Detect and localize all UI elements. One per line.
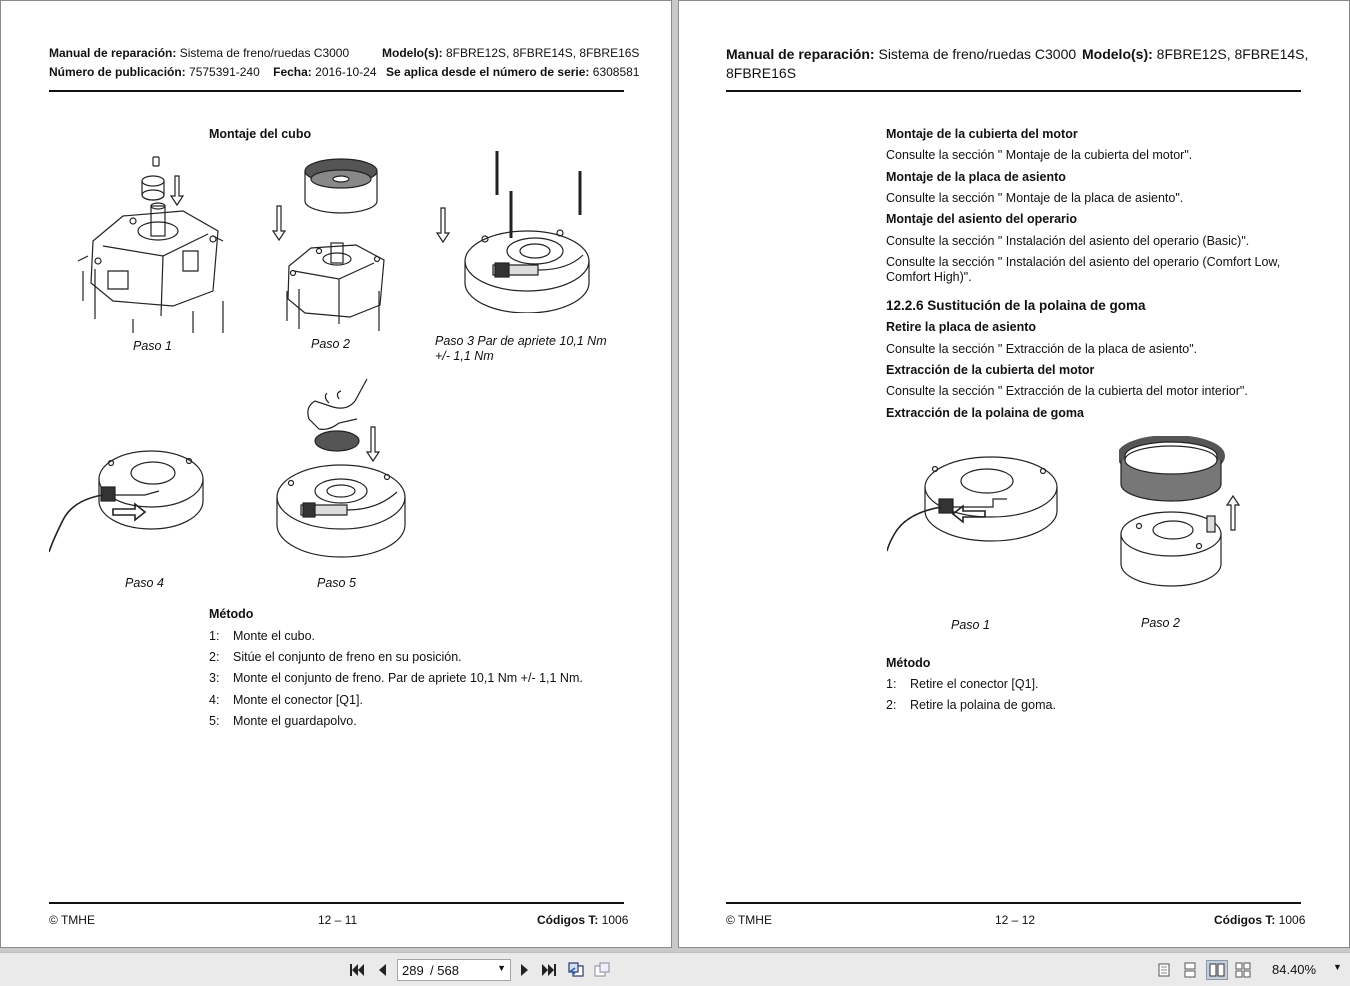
- section-heading: 12.2.6 Sustitución de la polaina de goma: [886, 298, 1146, 313]
- continuous-two-page-view-button[interactable]: [1232, 960, 1254, 980]
- illustration-paso-5: [269, 377, 413, 559]
- continuous-view-icon: [1184, 962, 1196, 978]
- step-row: 2: Retire la polaina de goma.: [886, 698, 1056, 713]
- header-models-cont: 8FBRE16S: [726, 65, 797, 81]
- viewer-toolbar: [0, 952, 1350, 986]
- single-page-view-icon: [1158, 963, 1170, 977]
- continuous-view-button[interactable]: [1179, 960, 1201, 980]
- block-title: Retire la placa de asiento: [886, 320, 1037, 334]
- next-page-button[interactable]: [515, 960, 535, 980]
- illustration-paso-4: [49, 439, 211, 559]
- go-back-button[interactable]: [566, 960, 586, 980]
- block-title: Montaje de la placa de asiento: [886, 170, 1066, 184]
- step-row: 1: Retire el conector [Q1].: [886, 677, 1039, 691]
- footer-codes: Códigos T: 1006: [1214, 913, 1306, 927]
- block-text: Consulte la sección " Montaje de la cubierta del motor".: [886, 148, 1193, 162]
- step-row: 5: Monte el guardapolvo.: [209, 713, 357, 728]
- block-text: Comfort High)".: [886, 270, 972, 284]
- illustration-right-paso-1: [887, 453, 1063, 557]
- first-page-icon: [349, 963, 365, 977]
- method-steps: [886, 677, 1056, 719]
- footer-rule: [726, 902, 1301, 904]
- illustration-right-paso-2: [1119, 436, 1245, 592]
- zoom-level[interactable]: 84.40%: [1272, 962, 1317, 977]
- footer-copyright: © TMHE: [49, 913, 95, 927]
- header-rule: [726, 90, 1301, 92]
- total-pages: 568: [437, 962, 459, 978]
- header-serial: Se aplica desde el número de serie: 6308581: [386, 65, 640, 79]
- illustration-paso-2: [269, 151, 399, 333]
- step-row: 3: Monte el conjunto de freno. Par de apriete 10,1 Nm +/- 1,1 Nm.: [209, 671, 583, 686]
- continuous-two-page-view-icon: [1235, 962, 1251, 978]
- footer-copyright: © TMHE: [726, 913, 772, 927]
- caption-right-paso-1: Paso 1: [951, 618, 990, 632]
- caption-paso-5: Paso 5: [317, 576, 356, 590]
- footer-rule: [49, 902, 624, 904]
- block-text: Consulte la sección " Instalación del asiento del operario (Comfort Low,: [886, 255, 1281, 269]
- caption-paso-4: Paso 4: [125, 576, 164, 590]
- block-title: Extracción de la cubierta del motor: [886, 363, 1095, 377]
- block-title: Montaje del asiento del operario: [886, 212, 1078, 226]
- prev-page-icon: [376, 963, 388, 977]
- single-page-view-button[interactable]: [1153, 960, 1175, 980]
- step-row: 1: Monte el cubo.: [209, 629, 315, 643]
- block-text: Consulte la sección " Montaje de la placa de asiento".: [886, 191, 1184, 205]
- illustration-paso-3: [435, 143, 605, 313]
- footer-codes: Códigos T: 1006: [537, 913, 629, 927]
- block-text: Consulte la sección " Extracción de la cubierta del motor interior".: [886, 384, 1248, 398]
- go-forward-icon: [593, 962, 611, 978]
- block-title: Extracción de la polaina de goma: [886, 406, 1084, 420]
- method-steps: [209, 629, 583, 735]
- page-left: [0, 0, 672, 948]
- caption-paso-2: Paso 2: [311, 337, 350, 351]
- chevron-down-icon[interactable]: ▼: [1333, 962, 1342, 972]
- block-title: Montaje de la cubierta del motor: [886, 127, 1078, 141]
- method-title: Método: [209, 607, 254, 621]
- go-forward-button[interactable]: [592, 960, 612, 980]
- page-separator: /: [430, 962, 434, 978]
- caption-right-paso-2: Paso 2: [1141, 616, 1180, 630]
- illustration-paso-1: [73, 151, 233, 333]
- current-page: 289: [402, 962, 424, 978]
- two-page-view-icon: [1209, 963, 1225, 977]
- first-page-button[interactable]: [347, 960, 367, 980]
- header-models: Modelo(s): 8FBRE12S, 8FBRE14S,: [1082, 46, 1309, 62]
- header-manual: Manual de reparación: Sistema de freno/ruedas C3000: [49, 46, 350, 60]
- header-manual: Manual de reparación: Sistema de freno/ruedas C3000: [726, 46, 1077, 62]
- footer-page-number: 12 – 12: [995, 913, 1036, 927]
- header-rule: [49, 90, 624, 92]
- header-models: Modelo(s): 8FBRE12S, 8FBRE14S, 8FBRE16S: [382, 46, 640, 60]
- chevron-down-icon[interactable]: ▼: [497, 963, 506, 973]
- block-text: Consulte la sección " Extracción de la placa de asiento".: [886, 342, 1198, 356]
- step-row: 4: Monte el conector [Q1].: [209, 692, 363, 707]
- caption-paso-3: Paso 3 Par de apriete 10,1 Nm +/- 1,1 Nm: [435, 334, 607, 363]
- method-title: Método: [886, 656, 931, 670]
- two-page-view-button[interactable]: [1206, 960, 1228, 980]
- next-page-icon: [519, 963, 531, 977]
- page-number-input[interactable]: [397, 959, 511, 981]
- footer-page-number: 12 – 11: [318, 913, 358, 927]
- page-right: [678, 0, 1350, 948]
- section-title: Montaje del cubo: [209, 127, 312, 141]
- last-page-icon: [541, 963, 557, 977]
- go-back-icon: [567, 962, 585, 978]
- header-publication: Número de publicación: 7575391-240 Fecha: 2016-10-24: [49, 65, 377, 79]
- caption-paso-1: Paso 1: [133, 339, 172, 353]
- last-page-button[interactable]: [539, 960, 559, 980]
- block-text: Consulte la sección " Instalación del asiento del operario (Basic)".: [886, 234, 1250, 248]
- step-row: 2: Sitúe el conjunto de freno en su posición.: [209, 650, 462, 665]
- prev-page-button[interactable]: [372, 960, 392, 980]
